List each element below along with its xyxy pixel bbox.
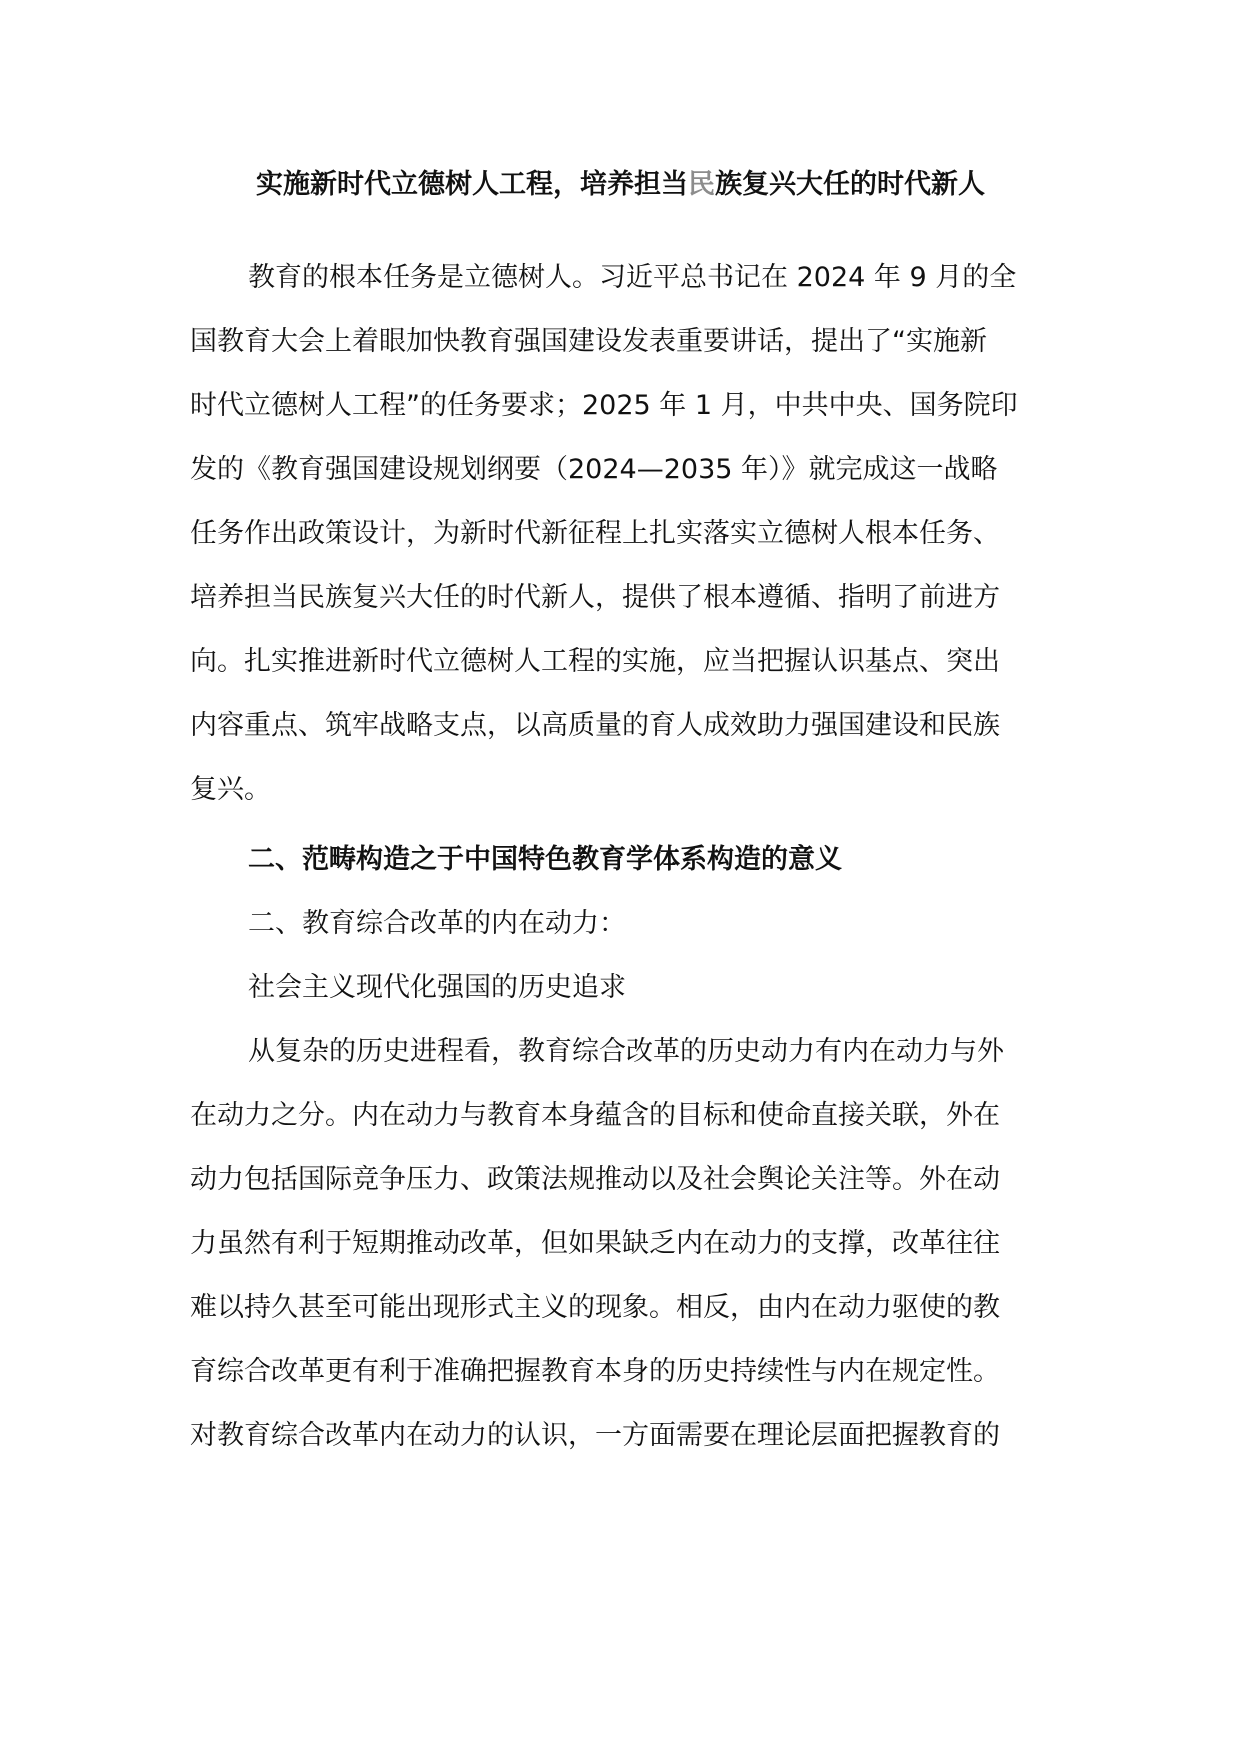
paragraph1-line-9: 复兴。: [190, 774, 271, 805]
paragraph2-line-5: 难以持久甚至可能出现形式主义的现象。相反，由内在动力驱使的教: [190, 1292, 1000, 1323]
subheading-1: 二、教育综合改革的内在动力：: [248, 908, 626, 939]
title-part-1: 实施新时代立德树人工程，培养担当: [256, 169, 688, 200]
paragraph2-line-1: 从复杂的历史进程看，教育综合改革的历史动力有内在动力与外: [248, 1036, 1004, 1067]
section-heading: 二、范畴构造之于中国特色教育学体系构造的意义: [248, 844, 842, 875]
paragraph1-line-3: 时代立德树人工程”的任务要求；2025 年 1 月，中共中央、国务院印: [190, 390, 1018, 421]
paragraph1-line-7: 向。扎实推进新时代立德树人工程的实施，应当把握认识基点、突出: [190, 646, 1000, 677]
paragraph1-line-8: 内容重点、筑牢战略支点，以高质量的育人成效助力强国建设和民族: [190, 710, 1000, 741]
paragraph1-line-2: 国教育大会上着眼加快教育强国建设发表重要讲话，提出了“实施新: [190, 326, 987, 357]
document-title: [0, 165, 1241, 205]
paragraph2-line-3: 动力包括国际竞争压力、政策法规推动以及社会舆论关注等。外在动: [190, 1164, 1000, 1195]
title-part-3: 族复兴大任的时代新人: [715, 169, 985, 200]
paragraph2-line-6: 育综合改革更有利于准确把握教育本身的历史持续性与内在规定性。: [190, 1356, 1000, 1387]
paragraph2-line-4: 力虽然有利于短期推动改革，但如果缺乏内在动力的支撑，改革往往: [190, 1228, 1000, 1259]
paragraph2-line-7: 对教育综合改革内在动力的认识，一方面需要在理论层面把握教育的: [190, 1420, 1000, 1451]
paragraph1-line-6: 培养担当民族复兴大任的时代新人，提供了根本遵循、指明了前进方: [190, 582, 1000, 613]
subheading-2: 社会主义现代化强国的历史追求: [248, 972, 626, 1003]
paragraph2-line-2: 在动力之分。内在动力与教育本身蕴含的目标和使命直接关联，外在: [190, 1100, 1000, 1131]
paragraph1-line-4: 发的《教育强国建设规划纲要（2024—2035 年）》就完成这一战略: [190, 454, 998, 485]
paragraph1-line-1: 教育的根本任务是立德树人。习近平总书记在 2024 年 9 月的全: [248, 262, 1017, 293]
title-part-2: 民: [688, 169, 715, 200]
paragraph1-line-5: 任务作出政策设计，为新时代新征程上扎实落实立德树人根本任务、: [190, 518, 1000, 549]
